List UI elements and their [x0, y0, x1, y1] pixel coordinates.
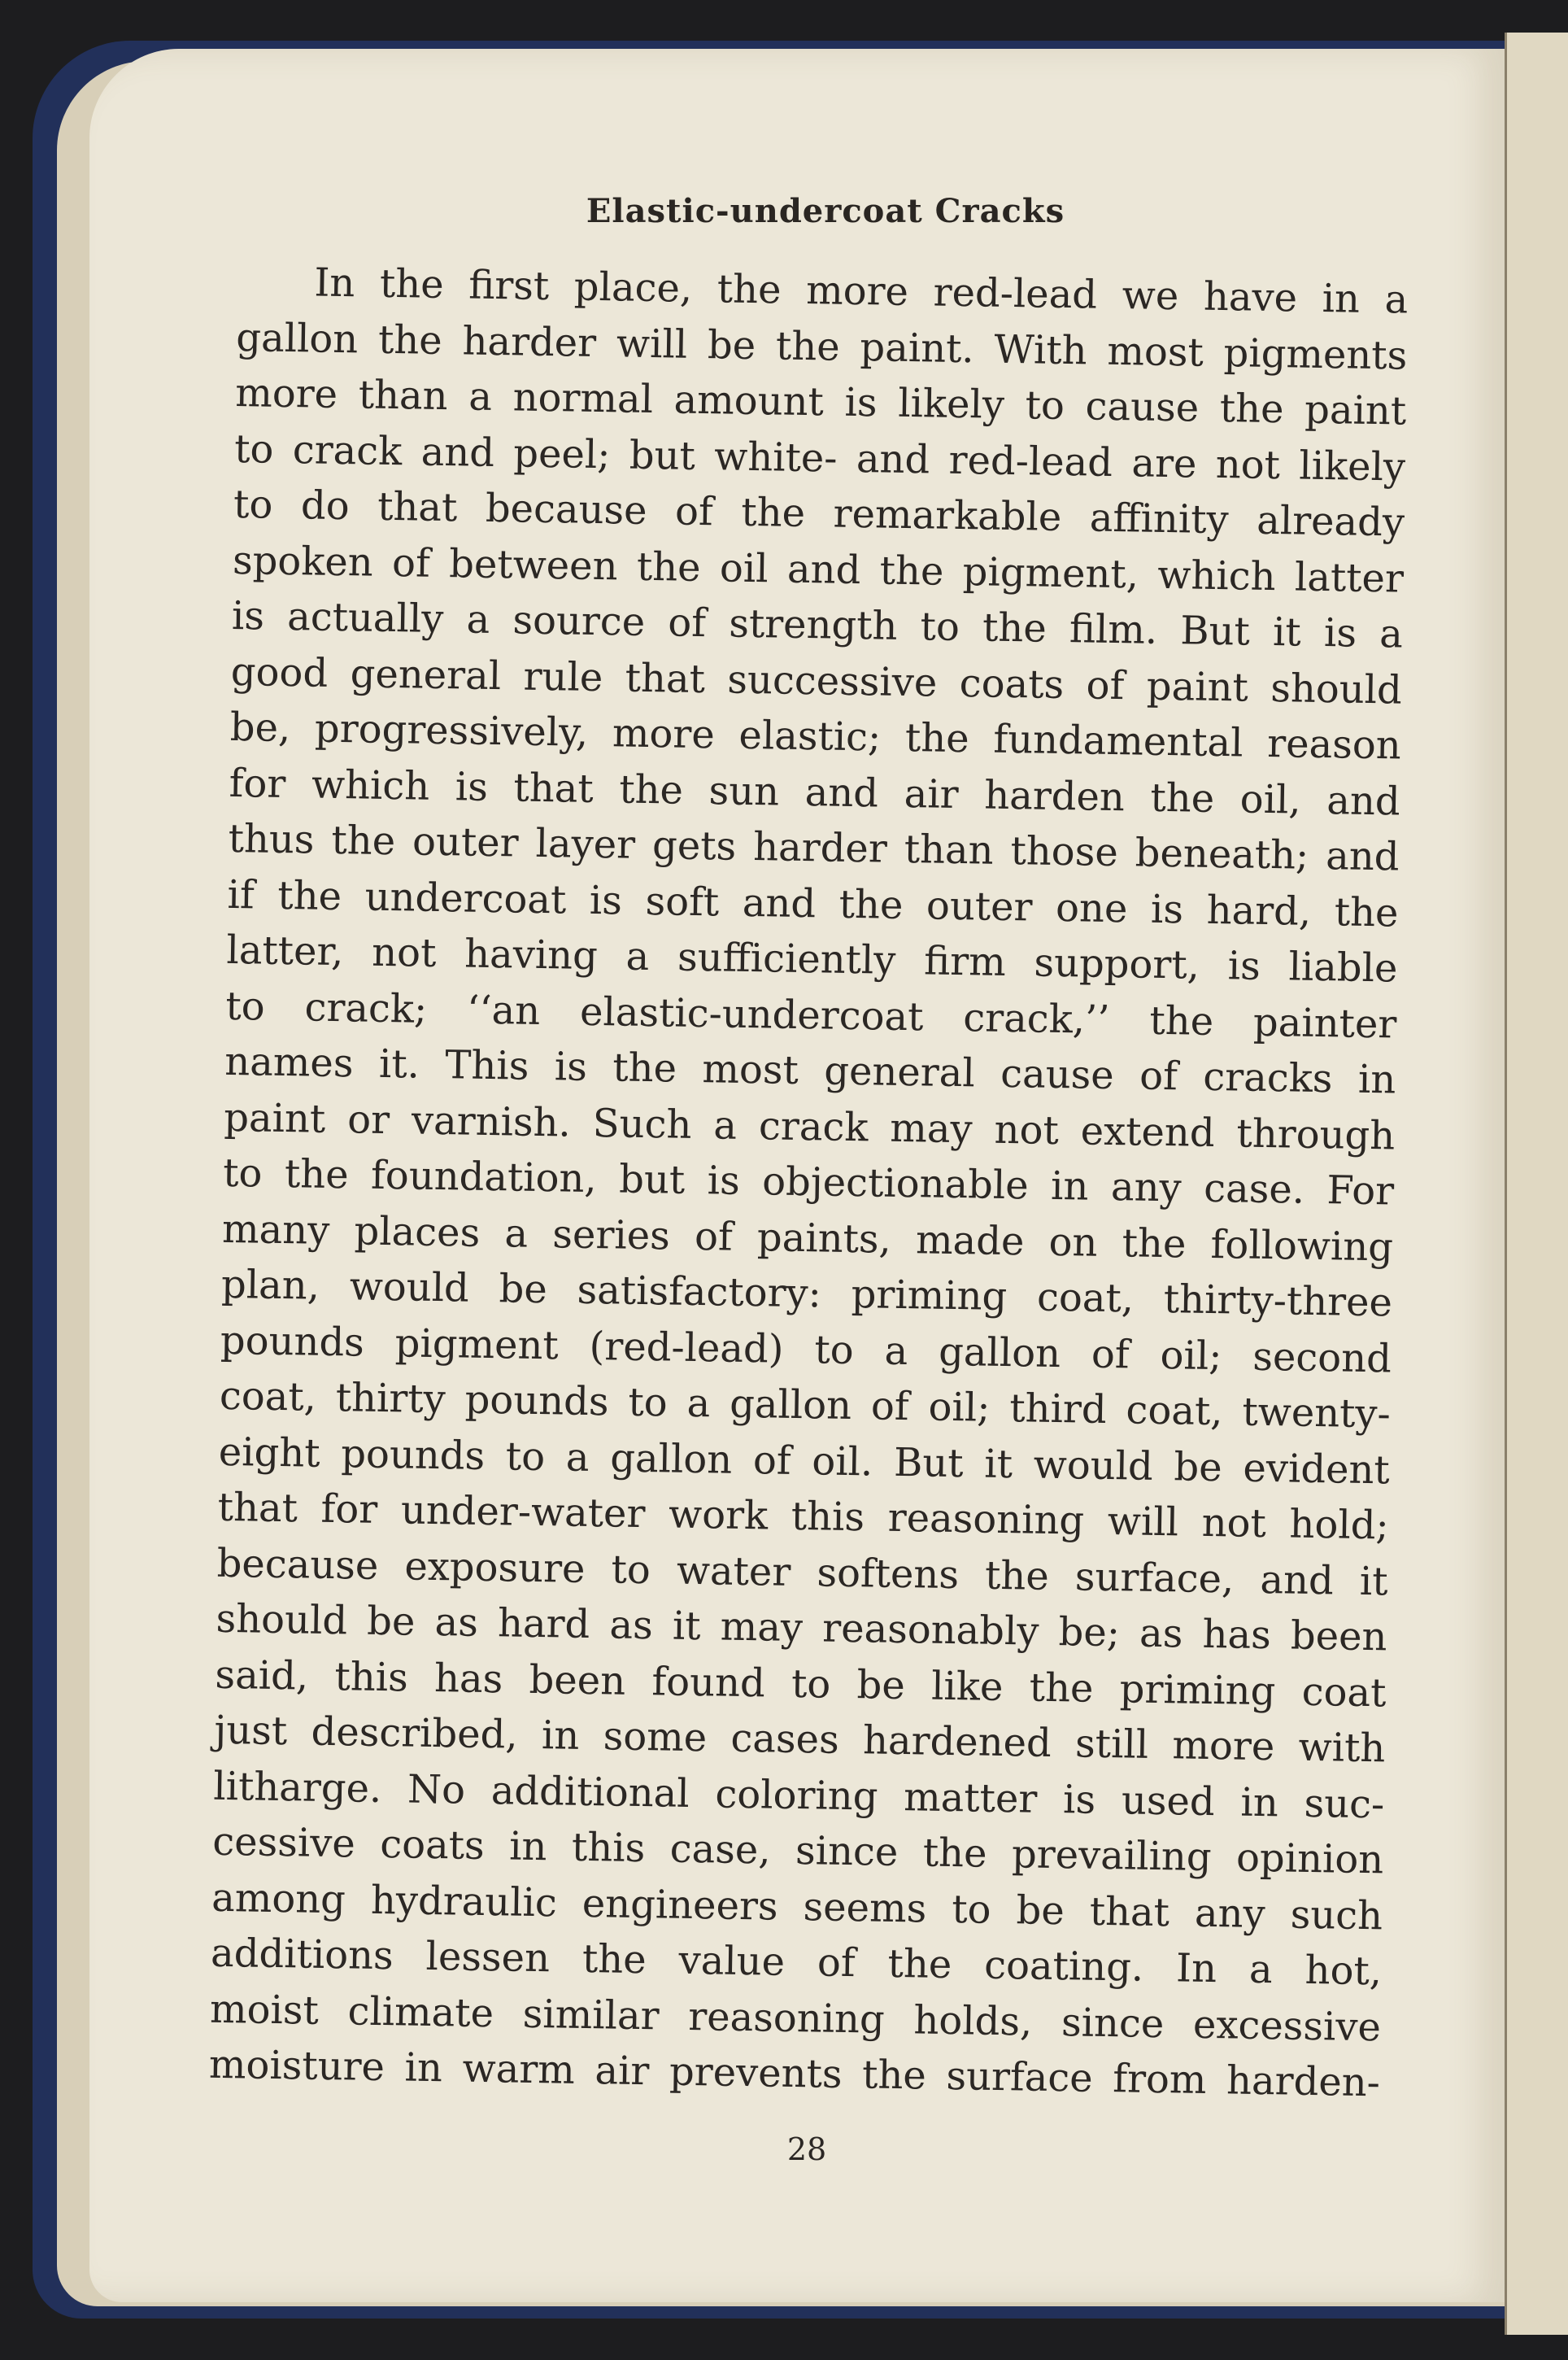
text-line: be, progressively, more elastic; the fundamental reason	[229, 704, 1402, 769]
text-line: thus the outer layer gets harder than those beneath; and	[228, 815, 1400, 880]
text-line: should be as hard as it may reasonably be; as has been	[216, 1595, 1387, 1660]
text-line: pounds pigment (red-lead) to a gallon of oil; second	[220, 1317, 1392, 1381]
text-line: among hydraulic engineers seems to be that any such	[211, 1874, 1383, 1939]
running-head: Elastic-undercoat Cracks	[586, 192, 1065, 230]
text-line: because exposure to water softens the surface, and it	[216, 1540, 1388, 1604]
text-line: to the foundation, but is objectionable in any case. For	[222, 1149, 1395, 1215]
text-line: plan, would be satisfactory: priming coat, thirty-three	[220, 1261, 1393, 1326]
text-line: is actually a source of strength to the film. But it is a	[231, 592, 1404, 657]
text-line: litharge. No additional coloring matter is used in suc-	[212, 1763, 1385, 1827]
text-line: said, this has been found to be like the priming coat	[215, 1651, 1387, 1716]
text-line: to crack; ‘‘an elastic-undercoat crack,’’ the painter	[225, 983, 1397, 1048]
text-line: additions lessen the value of the coating. In a hot,	[210, 1930, 1383, 1995]
text-line: eight pounds to a gallon of oil. But it would be evident	[218, 1429, 1391, 1493]
text-line: latter, not having a sufficiently firm support, is liable	[226, 927, 1398, 992]
text-line: good general rule that successive coats of paint should	[230, 648, 1403, 713]
text-line: to crack and peel; but white- and red-lead are not likely	[233, 425, 1406, 491]
text-line: moisture in warm air prevents the surface from harden-	[208, 2041, 1381, 2106]
text-line: for which is that the sun and air harden the oil, and	[229, 760, 1401, 825]
book-gutter	[1505, 33, 1568, 2335]
text-line: cessive coats in this case, since the prevailing opinion	[211, 1818, 1384, 1883]
page-number: 28	[786, 2131, 827, 2167]
text-line: spoken of between the oil and the pigment, which latter	[232, 537, 1405, 602]
text-line: paint or varnish. Such a crack may not extend through	[223, 1094, 1396, 1158]
text-line: moist climate similar reasoning holds, since excessive	[209, 1986, 1382, 2050]
text-line: just described, in some cases hardened still more with	[214, 1707, 1386, 1772]
text-line: many places a series of paints, made on the following	[221, 1206, 1394, 1270]
text-line: coat, thirty pounds to a gallon of oil; third coat, twenty-	[219, 1372, 1392, 1437]
text-line: that for under-water work this reasoning will not hold;	[217, 1484, 1390, 1549]
body-text	[208, 254, 1408, 2111]
text-line: to do that because of the remarkable affinity already	[233, 481, 1405, 546]
text-line: In the first place, the more red-lead we have in a	[314, 260, 1409, 323]
text-line: names it. This is the most general cause of cracks in	[224, 1038, 1396, 1103]
text-line: gallon the harder will be the paint. With most pigments	[235, 314, 1408, 379]
text-line: more than a normal amount is likely to cause the paint	[234, 369, 1407, 434]
text-line: if the undercoat is soft and the outer one is hard, the	[227, 871, 1399, 936]
